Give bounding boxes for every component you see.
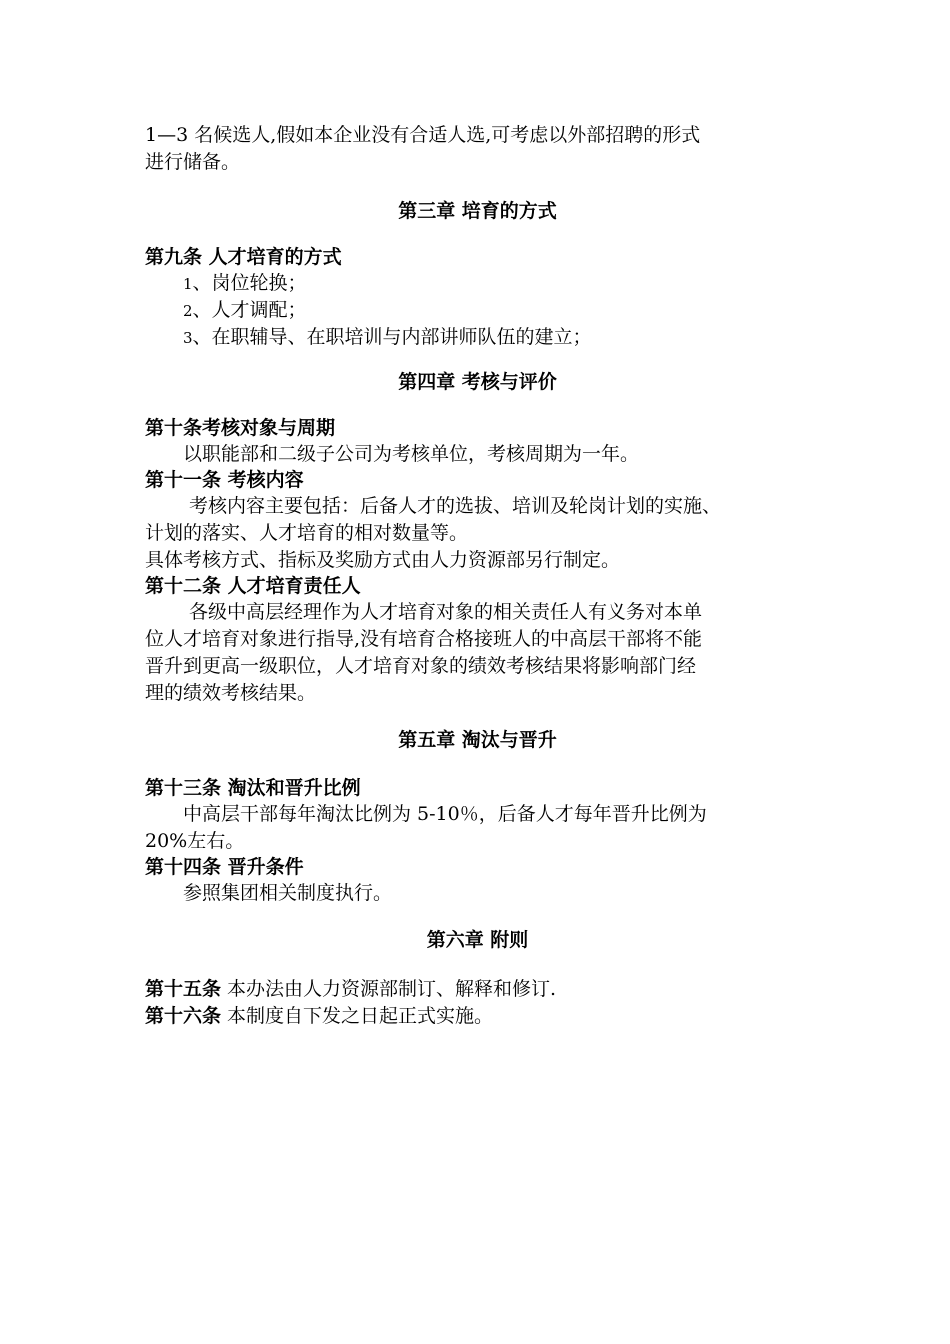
list-item-text: 、人才调配；	[192, 299, 307, 321]
article-10-title: 第十条考核对象与周期	[145, 417, 336, 439]
article-16	[145, 1003, 810, 1030]
list-item-number: 2	[183, 302, 193, 320]
article-11-body-line-3: 具体考核方式、指标及奖励方式由人力资源部另行制定。	[145, 549, 621, 571]
article-13-line-1: 中高层干部每年淘汰比例为 5-10％，后备人才每年晋升比例为	[183, 803, 707, 825]
list-item-1	[145, 270, 810, 297]
article-13-line-2: 20%左右。	[145, 830, 245, 852]
article-14-body: 参照集团相关制度执行。	[183, 882, 393, 904]
article-12-title: 第十二条 人才培育责任人	[145, 575, 361, 597]
article-11-body-line-1: 考核内容主要包括：后备人才的选拔、培训及轮岗计划的实施、	[189, 495, 722, 517]
article-10-body: 以职能部和二级子公司为考核单位，考核周期为一年。	[183, 443, 640, 465]
list-item-text: 、岗位轮换；	[192, 272, 307, 294]
article-12-line-1: 各级中高层经理作为人才培育对象的相关责任人有义务对本单	[189, 601, 703, 623]
chapter-3-title: 第三章 培育的方式	[398, 200, 557, 222]
chapter-4-title: 第四章 考核与评价	[398, 371, 557, 393]
article-12-line-2: 位人才培育对象进行指导,没有培育合格接班人的中高层干部将不能	[145, 628, 703, 650]
list-item-3	[145, 324, 810, 351]
intro-line-1: 1—3 名候选人,假如本企业没有合适人选,可考虑以外部招聘的形式	[145, 124, 701, 146]
article-15-label: 第十五条	[145, 978, 222, 1000]
article-16-label: 第十六条	[145, 1005, 222, 1027]
article-11-title: 第十一条 考核内容	[145, 469, 304, 491]
article-11-body-line-2: 计划的落实、人才培育的相对数量等。	[145, 522, 469, 544]
article-14-title: 第十四条 晋升条件	[145, 856, 304, 878]
article-15	[145, 976, 810, 1003]
chapter-6-title: 第六章 附则	[426, 929, 529, 951]
article-16-text: 本制度自下发之日起正式实施。	[221, 1005, 494, 1027]
intro-line-2: 进行储备。	[145, 151, 241, 173]
list-item-number: 3	[183, 329, 193, 347]
list-item-2	[145, 297, 810, 324]
article-12-line-3: 晋升到更高一级职位，人才培育对象的绩效考核结果将影响部门经	[145, 655, 697, 677]
list-item-text: 、在职辅导、在职培训与内部讲师队伍的建立；	[192, 326, 592, 348]
chapter-5-title: 第五章 淘汰与晋升	[398, 729, 557, 751]
list-item-number: 1	[183, 275, 193, 293]
article-13-title: 第十三条 淘汰和晋升比例	[145, 777, 361, 799]
article-12-line-4: 理的绩效考核结果。	[145, 682, 317, 704]
article-15-text: 本办法由人力资源部制订、解释和修订.	[221, 978, 557, 1000]
document-body	[145, 122, 810, 1030]
article-9-title: 第九条 人才培育的方式	[145, 246, 342, 268]
